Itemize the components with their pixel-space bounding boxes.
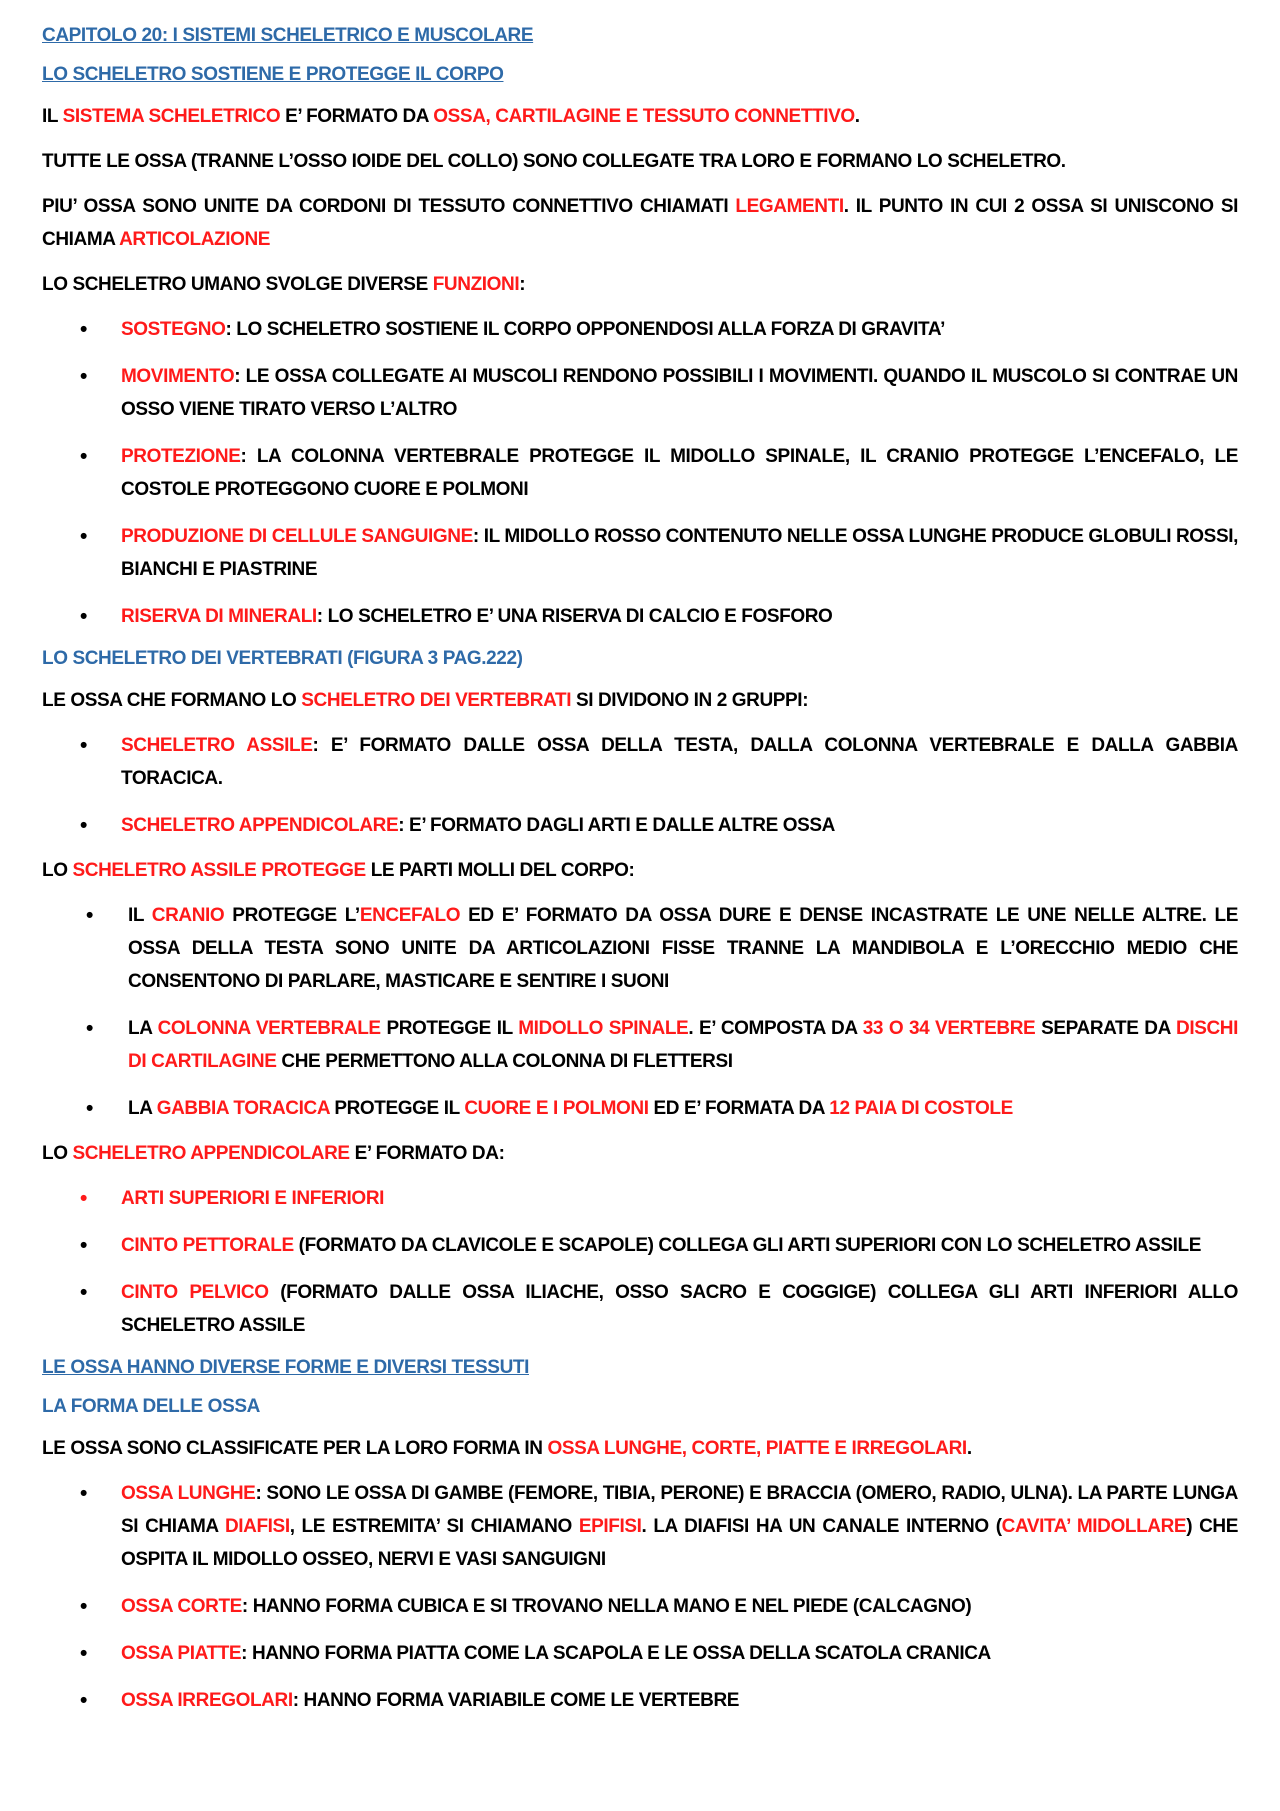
list-item: • SOSTEGNO: LO SCHELETRO SOSTIENE IL CORPO OPPONENDOSI ALLA FORZA DI GRAVITA’	[42, 313, 1238, 346]
highlight-term: SCHELETRO APPENDICOLARE	[72, 1143, 350, 1164]
list-item: • IL CRANIO PROTEGGE L’ENCEFALO ED E’ FORMATO DA OSSA DURE E DENSE INCASTRATE LE UNE NELLE ALTRE. LE OSSA DELLA TESTA SONO UNITE DA ARTICOLAZIONI FISSE TRANNE LA MANDIBOLA E L’ORECCHIO MEDIO CHE CONSENTONO DI PARLARE, MASTICARE E SENTIRE I SUONI	[42, 899, 1238, 998]
axial-list	[42, 899, 1238, 1125]
list-item: • LA COLONNA VERTEBRALE PROTEGGE IL MIDOLLO SPINALE. E’ COMPOSTA DA 33 O 34 VERTEBRE SEPARATE DA DISCHI DI CARTILAGINE CHE PERMETTONO ALLA COLONNA DI FLETTERSI	[42, 1012, 1238, 1078]
bullet-icon: •	[86, 904, 93, 927]
section-heading-skeleton-supports: LO SCHELETRO SOSTIENE E PROTEGGE IL CORPO	[42, 64, 504, 85]
highlight-term: LEGAMENTI	[735, 196, 844, 217]
list-item: • PROTEZIONE: LA COLONNA VERTEBRALE PROTEGGE IL MIDOLLO SPINALE, IL CRANIO PROTEGGE L’ENCEFALO, LE COSTOLE PROTEGGONO CUORE E POLMONI	[42, 440, 1238, 506]
bullet-icon: •	[80, 1234, 87, 1257]
paragraph-ligaments: PIU’ OSSA SONO UNITE DA CORDONI DI TESSUTO CONNETTIVO CHIAMATI LEGAMENTI. IL PUNTO IN CUI 2 OSSA SI UNISCONO SI CHIAMA ARTICOLAZIONE	[42, 196, 1238, 250]
highlight-term: SCHELETRO ASSILE PROTEGGE	[72, 860, 366, 881]
bullet-icon: •	[86, 1017, 93, 1040]
bullet-icon: •	[80, 1281, 87, 1304]
bullet-icon: •	[80, 1482, 87, 1505]
bullet-icon: •	[80, 318, 87, 341]
list-item: • LA GABBIA TORACICA PROTEGGE IL CUORE E I POLMONI ED E’ FORMATA DA 12 PAIA DI COSTOLE	[42, 1092, 1238, 1125]
list-item: • MOVIMENTO: LE OSSA COLLEGATE AI MUSCOLI RENDONO POSSIBILI I MOVIMENTI. QUANDO IL MUSCOLO SI CONTRAE UN OSSO VIENE TIRATO VERSO L’ALTRO	[42, 360, 1238, 426]
paragraph-classification: LE OSSA SONO CLASSIFICATE PER LA LORO FORMA IN OSSA LUNGHE, CORTE, PIATTE E IRREGOLARI.	[42, 1438, 972, 1459]
list-item: • OSSA LUNGHE: SONO LE OSSA DI GAMBE (FEMORE, TIBIA, PERONE) E BRACCIA (OMERO, RADIO, ULNA). LA PARTE LUNGA SI CHIAMA DIAFISI, LE ESTREMITA’ SI CHIAMANO EPIFISI. LA DIAFISI HA UN CANALE INTERNO (CAVITA’ MIDOLLARE) CHE OSPITA IL MIDOLLO OSSEO, NERVI E VASI SANGUIGNI	[42, 1477, 1238, 1576]
bullet-icon: •	[80, 1187, 87, 1210]
list-item: • SCHELETRO APPENDICOLARE: E’ FORMATO DAGLI ARTI E DALLE ALTRE OSSA	[42, 809, 1238, 842]
highlight-term: SISTEMA SCHELETRICO	[62, 106, 281, 127]
section-heading-bone-shapes-tissues: LE OSSA HANNO DIVERSE FORME E DIVERSI TESSUTI	[42, 1357, 529, 1378]
bullet-icon: •	[80, 1595, 87, 1618]
highlight-term: OSSA, CARTILAGINE E TESSUTO CONNETTIVO	[433, 106, 855, 127]
list-item: • ARTI SUPERIORI E INFERIORI	[42, 1182, 1238, 1215]
list-item: • CINTO PETTORALE (FORMATO DA CLAVICOLE E SCAPOLE) COLLEGA GLI ARTI SUPERIORI CON LO SCHELETRO ASSILE	[42, 1229, 1238, 1262]
document-title: CAPITOLO 20: I SISTEMI SCHELETRICO E MUSCOLARE	[42, 25, 534, 46]
paragraph-functions-intro: LO SCHELETRO UMANO SVOLGE DIVERSE FUNZIONI:	[42, 274, 526, 295]
section-heading-bone-shape: LA FORMA DELLE OSSA	[42, 1396, 260, 1417]
paragraph-axial-protects: LO SCHELETRO ASSILE PROTEGGE LE PARTI MOLLI DEL CORPO:	[42, 860, 635, 881]
highlight-term: SCHELETRO DEI VERTEBRATI	[301, 690, 572, 711]
bullet-icon: •	[80, 814, 87, 837]
bullet-icon: •	[80, 734, 87, 757]
list-item: • SCHELETRO ASSILE: E’ FORMATO DALLE OSSA DELLA TESTA, DALLA COLONNA VERTEBRALE E DALLA GABBIA TORACICA.	[42, 729, 1238, 795]
shapes-list	[42, 1477, 1238, 1717]
bullet-icon: •	[80, 365, 87, 388]
bullet-icon: •	[80, 1689, 87, 1712]
appendicular-list	[42, 1182, 1238, 1342]
list-item: • OSSA CORTE: HANNO FORMA CUBICA E SI TROVANO NELLA MANO E NEL PIEDE (CALCAGNO)	[42, 1590, 1238, 1623]
paragraph-two-groups: LE OSSA CHE FORMANO LO SCHELETRO DEI VERTEBRATI SI DIVIDONO IN 2 GRUPPI:	[42, 690, 809, 711]
list-item: • OSSA PIATTE: HANNO FORMA PIATTA COME LA SCAPOLA E LE OSSA DELLA SCATOLA CRANICA	[42, 1637, 1238, 1670]
list-item: • PRODUZIONE DI CELLULE SANGUIGNE: IL MIDOLLO ROSSO CONTENUTO NELLE OSSA LUNGHE PRODUCE GLOBULI ROSSI, BIANCHI E PIASTRINE	[42, 520, 1238, 586]
bullet-icon: •	[80, 445, 87, 468]
bullet-icon: •	[80, 525, 87, 548]
paragraph-skeletal-system: IL SISTEMA SCHELETRICO E’ FORMATO DA OSSA, CARTILAGINE E TESSUTO CONNETTIVO.	[42, 106, 860, 127]
bullet-icon: •	[86, 1097, 93, 1120]
groups-list	[42, 729, 1238, 842]
bullet-icon: •	[80, 1642, 87, 1665]
highlight-term: FUNZIONI	[432, 274, 520, 295]
list-item: • RISERVA DI MINERALI: LO SCHELETRO E’ UNA RISERVA DI CALCIO E FOSFORO	[42, 600, 1238, 633]
bullet-icon: •	[80, 605, 87, 628]
section-heading-vertebrate-skeleton: LO SCHELETRO DEI VERTEBRATI (FIGURA 3 PAG.222)	[42, 648, 523, 669]
functions-list	[42, 313, 1238, 633]
list-item: • OSSA IRREGOLARI: HANNO FORMA VARIABILE COME LE VERTEBRE	[42, 1684, 1238, 1717]
list-item: • CINTO PELVICO (FORMATO DALLE OSSA ILIACHE, OSSO SACRO E COGGIGE) COLLEGA GLI ARTI INFERIORI ALLO SCHELETRO ASSILE	[42, 1276, 1238, 1342]
paragraph-all-bones: TUTTE LE OSSA (TRANNE L’OSSO IOIDE DEL COLLO) SONO COLLEGATE TRA LORO E FORMANO LO SCHELETRO.	[42, 151, 1066, 172]
paragraph-appendicular-intro: LO SCHELETRO APPENDICOLARE E’ FORMATO DA:	[42, 1143, 505, 1164]
highlight-term: OSSA LUNGHE, CORTE, PIATTE E IRREGOLARI	[547, 1438, 967, 1459]
highlight-term: ARTICOLAZIONE	[119, 229, 271, 250]
